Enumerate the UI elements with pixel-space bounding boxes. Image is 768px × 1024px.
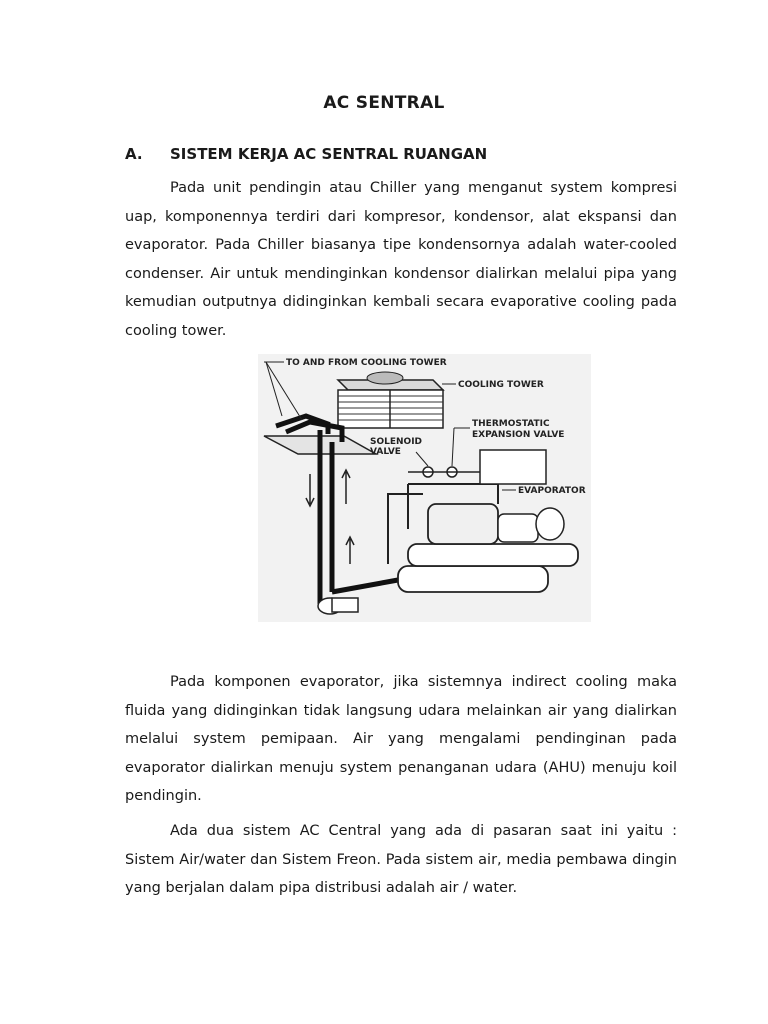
condenser-shell	[398, 566, 548, 592]
evaporator-box	[480, 450, 546, 484]
label-solenoid: SOLENOID	[370, 437, 423, 447]
section-number: A.	[125, 145, 143, 163]
cooling-tower-shape	[338, 372, 443, 428]
paragraph-2: Pada komponen evaporator, jika sistemnya indirect cooling maka fluida yang didinginkan tidak langsung udara melainkan air yang dialirkan melalui system pemipaan. Air yang mengalami pendinginan pada evaporator dialirkan menuju system penanganan udara (AHU) menuju koil pendingin.	[125, 674, 677, 804]
compressor	[428, 504, 498, 544]
page-title: AC SENTRAL	[323, 93, 445, 113]
section-title: SISTEM KERJA AC SENTRAL RUANGAN	[170, 145, 488, 163]
label-cooling-tower: COOLING TOWER	[458, 380, 544, 390]
label-to-from-tower: TO AND FROM COOLING TOWER	[286, 358, 447, 368]
chiller-diagram	[258, 354, 591, 622]
paragraph-3: Ada dua sistem AC Central yang ada di pasaran saat ini yaitu : Sistem Air/water dan Sistem Freon. Pada sistem air, media pembawa dingin yang berjalan dalam pipa distribusi adalah air / water.	[125, 823, 677, 896]
label-thermostatic: THERMOSTATIC	[472, 419, 550, 429]
label-valve: VALVE	[370, 447, 401, 457]
label-evaporator: EVAPORATOR	[518, 486, 586, 496]
label-expansion-valve: EXPANSION VALVE	[472, 430, 565, 440]
paragraph-1: Pada unit pendingin atau Chiller yang menganut system kompresi uap, komponennya terdiri dari kompresor, kondensor, alat ekspansi dan evaporator. Pada Chiller biasanya tipe kondensornya adalah water-cooled condenser. Air untuk mendinginkan kondensor dialirkan melalui pipa yang kemudian outputnya didinginkan kembali secara evaporative cooling pada cooling tower.	[125, 180, 677, 339]
cooler-shell	[408, 544, 578, 566]
